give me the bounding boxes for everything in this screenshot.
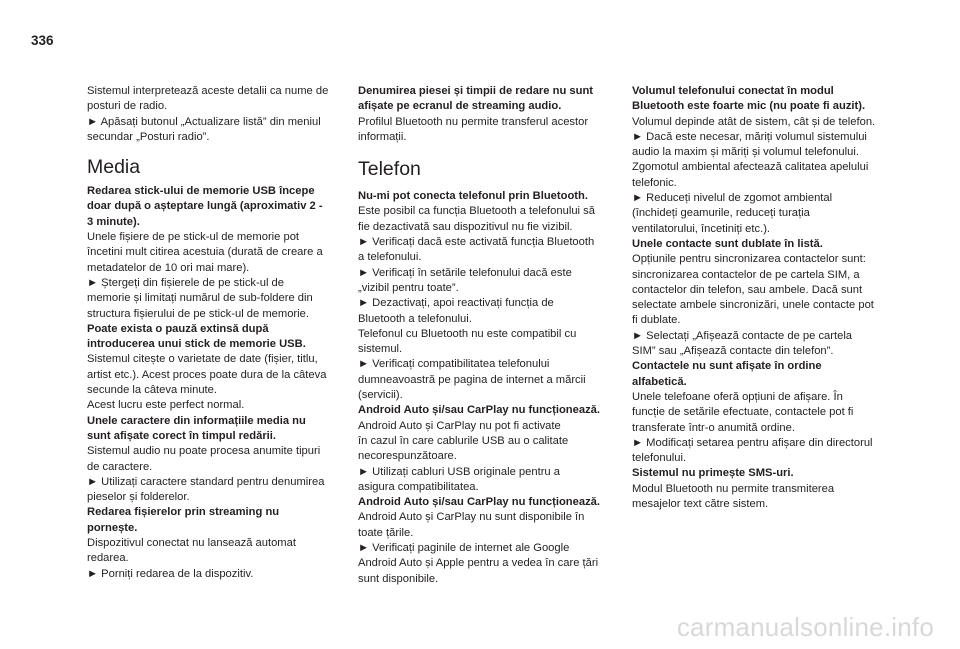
question-line: Unele contacte sunt dublate în listă. xyxy=(632,237,823,250)
text-line: SIM” sau „Afișează contacte din telefon”. xyxy=(632,345,834,358)
text-line: ► Utilizați cabluri USB originale pentru a xyxy=(358,465,560,478)
text-line: fi dublate. xyxy=(632,314,681,327)
telefon-faq-continued xyxy=(632,84,894,512)
media-faq xyxy=(87,184,345,582)
section-heading-media: Media xyxy=(87,156,141,179)
text-line: Sistemul interpretează aceste detalii ca nume de xyxy=(87,85,329,97)
text-line: Sistemul audio nu poate procesa anumite tipuri xyxy=(87,445,321,458)
text-line: ► Modificați setarea pentru afișare din directorul xyxy=(632,436,873,449)
text-line: audio la maxim și măriți și volumul telefonului. xyxy=(632,146,859,159)
section-heading-telefon: Telefon xyxy=(358,158,421,181)
text-line: metadatelor de 10 ori mai mare). xyxy=(87,261,250,274)
text-line: de caractere. xyxy=(87,460,153,473)
question-line: Nu-mi pot conecta telefonul prin Bluetooth. xyxy=(358,190,588,203)
text-line: secunde la câteva minute. xyxy=(87,384,217,397)
text-line: Modul Bluetooth nu permite transmiterea xyxy=(632,482,835,495)
question-line: Android Auto și/sau CarPlay nu funcționează. xyxy=(358,404,601,417)
text-line: dumneavoastră pe pagina de internet a mărcii xyxy=(358,373,586,386)
text-line: ► Porniți redarea de la dispozitiv. xyxy=(87,567,254,580)
text-line: transferate într-o anumită ordine. xyxy=(632,421,795,434)
column-1 xyxy=(87,84,345,582)
text-line: Android Auto și CarPlay nu sunt disponibile în xyxy=(358,511,585,524)
question-line: Contactele nu sunt afișate în ordine xyxy=(632,360,822,373)
text-line: ► Verificați paginile de internet ale Google xyxy=(358,542,570,555)
text-line: ► Reduceți nivelul de zgomot ambiental xyxy=(632,192,833,205)
question-line: introducerea unui stick de memorie USB. xyxy=(87,338,306,351)
text-line: fie dezactivată sau dispozitivul nu fie vizibil. xyxy=(358,220,573,233)
column-2 xyxy=(358,84,620,587)
text-line: Este posibil ca funcția Bluetooth a telefonului să xyxy=(358,205,595,218)
question-line: doar după o așteptare lungă (aproximativ 2 - xyxy=(87,200,323,213)
text-line: ► Verificați în setările telefonului dacă este xyxy=(358,266,572,279)
text-line: ► Selectați „Afișează contacte de pe cartela xyxy=(632,329,853,342)
intro-paragraph xyxy=(87,84,345,145)
text-line: Dispozitivul conectat nu lansează automat xyxy=(87,537,296,550)
streaming-faq xyxy=(358,84,620,145)
text-line: memorie și limitați numărul de sub-foldere din xyxy=(87,292,313,305)
text-line: Sistemul citește o varietate de date (fișier, titlu, xyxy=(87,353,318,366)
text-line: a telefonului. xyxy=(358,251,422,264)
telefon-faq xyxy=(358,189,620,587)
text-line: (închideți geamurile, reduceți turația xyxy=(632,207,810,220)
text-line: Unele fișiere de pe stick-ul de memorie pot xyxy=(87,231,300,244)
question-line: pornește. xyxy=(87,521,138,534)
text-line: Profilul Bluetooth nu permite transferul acestor xyxy=(358,115,589,128)
text-line: în cazul în care cablurile USB au o calitate xyxy=(358,434,569,447)
text-line: ► Dacă este necesar, măriți volumul sistemului xyxy=(632,130,867,143)
text-line: Volumul depinde atât de sistem, cât și de telefon. xyxy=(632,115,876,128)
text-line: „vizibil pentru toate”. xyxy=(358,281,459,294)
text-line: ► Ștergeți din fișierele de pe stick-ul de xyxy=(87,276,285,289)
text-line: asigura compatibilitatea. xyxy=(358,480,479,493)
text-line: ► Verificați compatibilitatea telefonului xyxy=(358,358,550,371)
text-line: Telefonul cu Bluetooth nu este compatibil cu xyxy=(358,327,577,340)
text-line: funcție de setările efectuate, contactele pot fi xyxy=(632,406,854,419)
watermark: carmanualsonline.info xyxy=(676,612,934,642)
text-line: sistemul. xyxy=(358,343,403,356)
text-line: necorespunzătoare. xyxy=(358,450,457,463)
text-line: Bluetooth a telefonului. xyxy=(358,312,472,325)
text-line: telefonic. xyxy=(632,176,677,189)
text-line: secundar „Posturi radio”. xyxy=(87,130,210,143)
text-line: încetini mult citirea acestuia (durată de creare a xyxy=(87,246,323,259)
text-line: ► Dezactivați, apoi reactivați funcția de xyxy=(358,297,554,310)
question-line: Denumirea piesei și timpii de redare nu sunt xyxy=(358,85,594,97)
text-line: selectate ambele sincronizări, unele contacte pot xyxy=(632,299,874,312)
text-line: ► Apăsați butonul „Actualizare listă” din meniul xyxy=(87,115,321,128)
text-line: posturi de radio. xyxy=(87,100,168,113)
text-line: Android Auto și Apple pentru a vedea în care țări xyxy=(358,557,599,570)
text-line: Android Auto și CarPlay nu pot fi activate xyxy=(358,419,561,432)
text-line: (servicii). xyxy=(358,389,403,402)
question-line: Unele caractere din informațiile media nu xyxy=(87,414,306,427)
text-line: Unele telefoane oferă opțiuni de afișare. În xyxy=(632,390,843,403)
text-line: pieselor și folderelor. xyxy=(87,491,190,504)
text-line: ► Utilizați caractere standard pentru denumirea xyxy=(87,475,325,488)
text-line: Acest lucru este perfect normal. xyxy=(87,399,245,412)
text-line: telefonului. xyxy=(632,452,687,465)
question-line: sunt afișate corect în timpul redării. xyxy=(87,429,276,442)
question-line: alfabetică. xyxy=(632,375,687,388)
question-line: Android Auto și/sau CarPlay nu funcționează. xyxy=(358,496,601,509)
question-line: Volumul telefonului conectat în modul xyxy=(632,85,834,97)
text-line: informații. xyxy=(358,130,407,143)
text-line: mesajelor text către sistem. xyxy=(632,498,769,511)
text-line: structura fișierului de pe stick-ul de memorie. xyxy=(87,307,309,320)
question-line: 3 minute). xyxy=(87,215,140,228)
page-number: 336 xyxy=(31,33,54,48)
question-line: afișate pe ecranul de streaming audio. xyxy=(358,100,562,113)
text-line: Opțiunile pentru sincronizarea contactelor sunt: xyxy=(632,253,866,266)
text-line: ventilatorului, încetiniți etc.). xyxy=(632,222,771,235)
text-line: Zgomotul ambiental afectează calitatea apelului xyxy=(632,161,869,174)
question-line: Poate exista o pauză extinsă după xyxy=(87,322,269,335)
text-line: toate țările. xyxy=(358,526,414,539)
question-line: Sistemul nu primește SMS-uri. xyxy=(632,467,794,480)
text-line: sunt disponibile. xyxy=(358,572,439,585)
column-3 xyxy=(632,84,894,512)
question-line: Redarea stick-ului de memorie USB începe xyxy=(87,185,315,198)
text-line: redarea. xyxy=(87,552,129,565)
text-line: artist etc.). Acest proces poate dura de la câteva xyxy=(87,368,327,381)
text-line: sincronizarea contactelor de pe cartela SIM, a xyxy=(632,268,860,281)
text-line: ► Verificați dacă este activată funcția Bluetooth xyxy=(358,236,595,249)
question-line: Bluetooth este foarte mic (nu poate fi auzit). xyxy=(632,100,866,113)
text-line: contactelor din telefon, sau ambele. Dacă sunt xyxy=(632,283,863,296)
question-line: Redarea fișierelor prin streaming nu xyxy=(87,506,280,519)
